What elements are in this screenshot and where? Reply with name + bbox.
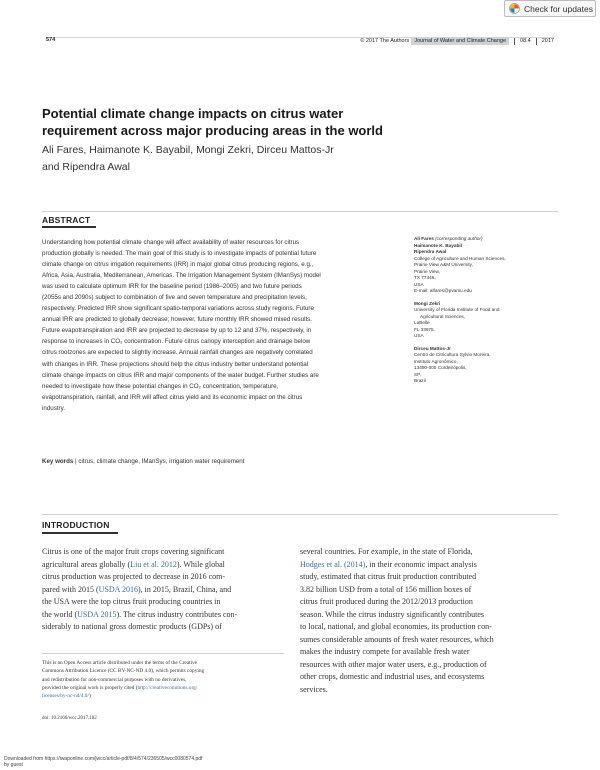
keywords-label: Key words bbox=[42, 458, 74, 465]
download-line: Downloaded from https://iwaponline.com/jwcc/article-pdf/8/4/574/236505/wcc0080574.pdf bbox=[4, 756, 203, 762]
text-line: pared with 2015 (USDA 2016), in 2015, Brazil, China, and bbox=[42, 584, 232, 594]
open-access-notice bbox=[42, 659, 284, 700]
download-notice bbox=[4, 756, 202, 768]
citation-link[interactable]: Liu et al. 2012 bbox=[130, 559, 177, 569]
intro-top-rule bbox=[42, 514, 558, 515]
license-link[interactable]: licenses/by-nc-nd/4.0/ bbox=[42, 693, 89, 700]
text-line: Hodges et al. (2014), in their economic impact analysis bbox=[300, 559, 477, 569]
abstract-line: climate change impacts on citrus IRR and major components of the water budget. Further studies are bbox=[42, 371, 319, 379]
author-name: Mongi Zekri bbox=[414, 300, 441, 306]
header-separator bbox=[536, 38, 537, 45]
volume: 08.4 bbox=[520, 38, 531, 44]
abstract-line: climate change on citrus irrigation requirements (IRR) in major global citrus producing regions, e.g., bbox=[42, 261, 314, 269]
abstract-line: needed to investigate how these potential changes in CO₂ concentration, temperature, bbox=[42, 382, 279, 390]
abstract-line: with changes in IRR. These projections should help the citrus industry better understand potential bbox=[42, 360, 309, 368]
affiliation-line: Prairie View A&M University, bbox=[414, 262, 473, 267]
abstract-body bbox=[42, 237, 396, 414]
header-separator bbox=[514, 38, 515, 45]
text-line: siderably to national gross domestic products (GDPs) of bbox=[42, 622, 222, 631]
abstract-heading-underline bbox=[42, 226, 96, 228]
abstract-line: Africa, Asia, Australia, Mediterranean, Americas. The Irrigation Management System (IManSys) model bbox=[42, 272, 321, 280]
page-number: 574 bbox=[46, 37, 56, 43]
abstract-line: was used to calculate optimum IRR for the baseline period (1986–2005) and two future periods bbox=[42, 283, 302, 291]
introduction-heading-underline bbox=[42, 532, 118, 534]
text-line: services. bbox=[300, 684, 328, 694]
author-name: Ripendra Awal bbox=[414, 249, 447, 254]
authors-line: Ali Fares, Haimanote K. Bayabil, Mongi Zekri, Dirceu Mattos-Jr bbox=[42, 144, 334, 156]
copyright: © 2017 The Authors bbox=[360, 38, 410, 44]
abstract-line: respectively. Predicted IRR show significant spatio-temporal variations across study regions. Future bbox=[42, 305, 314, 313]
intro-left-column bbox=[42, 546, 284, 634]
citation-link[interactable]: USDA 2015 bbox=[77, 609, 117, 619]
text-line: the USA were the top citrus fruit producing countries in bbox=[42, 597, 221, 606]
abstract-top-rule bbox=[42, 211, 558, 212]
affiliation-line: TX 77446, bbox=[414, 275, 436, 280]
text-line: sumes considerable amounts of fresh water resources, which bbox=[300, 634, 494, 644]
author-name: Dirceu Mattos-Jr bbox=[414, 345, 451, 351]
text-line: other crops, domestic and industrial uses, and ecosystems bbox=[300, 672, 485, 681]
affiliation-line: Instituto Agronômico, bbox=[414, 358, 458, 364]
affiliation-line: 13490-000 Cordeirópolis, bbox=[414, 365, 467, 370]
abstract-line: production globally is needed. The main goal of this study is to investigate impacts of potential future bbox=[42, 250, 317, 258]
text-line: 3.82 billion USD from a total of 156 million boxes of bbox=[300, 584, 472, 594]
corresponding-note: (corresponding author) bbox=[433, 236, 483, 241]
keywords bbox=[42, 458, 396, 465]
authors-line: and Ripendra Awal bbox=[42, 161, 130, 173]
affiliation-line: USA bbox=[414, 333, 424, 338]
title-line: requirement across major producing areas in the world bbox=[42, 123, 383, 138]
text-line: the world (USDA 2015). The citrus industry contributes con- bbox=[42, 609, 238, 619]
keywords-list: | citrus, climate change, IManSys, irrigation water requirement bbox=[75, 458, 245, 465]
check-for-updates-button[interactable] bbox=[504, 0, 596, 17]
text-line: citrus fruit produced during the 2012/2013 production bbox=[300, 597, 473, 606]
footnote-line: Commons Attribution Licence (CC BY-NC-ND 4.0), which permits copying bbox=[42, 668, 205, 675]
abstract-line: response to increases in CO₂ concentration. Future citrus canopy interception and drainage below bbox=[42, 338, 311, 346]
text-line: makes the industry compete for available fresh water bbox=[300, 647, 470, 656]
text-line: to local, national, and global economies, its production con- bbox=[300, 622, 492, 631]
article-title bbox=[42, 105, 402, 139]
footnote-line: provided the original work is properly cited (http://creativecommons.org/ bbox=[42, 684, 198, 691]
affiliation-line: Prairie View, bbox=[414, 268, 440, 274]
abstract-line: citrus rootzones are expected to slightly increase. Annual rainfall changes are negatively correlated bbox=[42, 349, 313, 357]
intro-right-column bbox=[300, 546, 550, 696]
license-link[interactable]: http://creativecommons.org/ bbox=[137, 684, 198, 691]
abstract-line: Future evapotranspiration and IRR are projected to decrease by up to 12 and 37%, respectively, in bbox=[42, 327, 312, 335]
text-line: season. While the citrus industry significantly contributes bbox=[300, 609, 485, 619]
download-line: by guest bbox=[4, 762, 23, 768]
abstract-line: (2055s and 2090s) subject to combination of five and seven temperature and precipitation levels, bbox=[42, 294, 307, 302]
title-line: Potential climate change impacts on citrus water bbox=[42, 106, 344, 121]
year: 2017 bbox=[541, 38, 554, 44]
affiliation-line: LaBelle bbox=[414, 320, 430, 325]
citation-link[interactable]: USDA 2016 bbox=[98, 584, 138, 594]
text-line: citrus production was projected to decrease in 2016 com- bbox=[42, 572, 226, 581]
affiliation-line: Agricultural Sciences, bbox=[420, 313, 466, 319]
footnote-rule bbox=[42, 653, 284, 654]
check-for-updates-label: Check for updates bbox=[524, 3, 593, 14]
introduction-heading: INTRODUCTION bbox=[42, 520, 110, 530]
affiliation-block bbox=[414, 346, 564, 385]
footnote-line: This is an Open Access article distributed under the terms of the Creative bbox=[42, 660, 198, 666]
affiliation-line: College of Agriculture and Human Sciences, bbox=[414, 255, 506, 261]
abstract-line: Understanding how potential climate change will affect availability of water resources for citrus bbox=[42, 239, 300, 246]
running-header bbox=[360, 37, 554, 45]
footnote-line: licenses/by-nc-nd/4.0/) bbox=[42, 693, 91, 700]
update-icon bbox=[509, 3, 520, 14]
abstract-line: industry. bbox=[42, 404, 65, 412]
abstract-line: annual IRR are predicted to globally decrease; however, future monthly IRR showed mixed results. bbox=[42, 316, 312, 324]
author-name: Haimanote K. Bayabil bbox=[414, 242, 462, 248]
footnote-line: and redistribution for non-commercial purposes with no derivatives, bbox=[42, 676, 187, 683]
affiliation-block bbox=[414, 236, 564, 295]
affiliations bbox=[414, 236, 564, 391]
text-line: study, estimated that citrus fruit production contributed bbox=[300, 572, 477, 581]
citation-link[interactable]: Hodges et al. (2014) bbox=[300, 559, 366, 569]
abstract-heading: ABSTRACT bbox=[42, 215, 91, 225]
text-line: agricultural areas globally (Liu et al. 2012). While global bbox=[42, 559, 225, 569]
doi[interactable]: doi: 10.2166/wcc.2017.182 bbox=[42, 716, 97, 721]
affiliation-line: Brazil bbox=[414, 378, 426, 383]
author-name: Ali Fares bbox=[414, 236, 434, 241]
affiliation-line: Centro de Citricultura Sylvio Moreira, bbox=[414, 352, 491, 357]
affiliation-block bbox=[414, 301, 564, 340]
text-line: several countries. For example, in the state of Florida, bbox=[300, 547, 473, 556]
author-list bbox=[42, 142, 372, 176]
affiliation-line: SP, bbox=[414, 371, 421, 377]
email[interactable]: E-mail: alfares@pvamu.edu bbox=[414, 288, 472, 293]
affiliation-line: FL 33975, bbox=[414, 326, 435, 332]
affiliation-line: University of Florida Institute of Food and bbox=[414, 307, 500, 312]
affiliation-line: USA bbox=[414, 281, 424, 287]
abstract-line: evapotranspiration, rainfall, and IRR will affect citrus yield and its economic impact on the citrus bbox=[42, 393, 303, 401]
text-line: Citrus is one of the major fruit crops covering significant bbox=[42, 547, 225, 556]
text-line: resources with other major water users, e.g., production of bbox=[300, 659, 487, 669]
journal-name[interactable]: Journal of Water and Climate Change bbox=[411, 37, 509, 45]
